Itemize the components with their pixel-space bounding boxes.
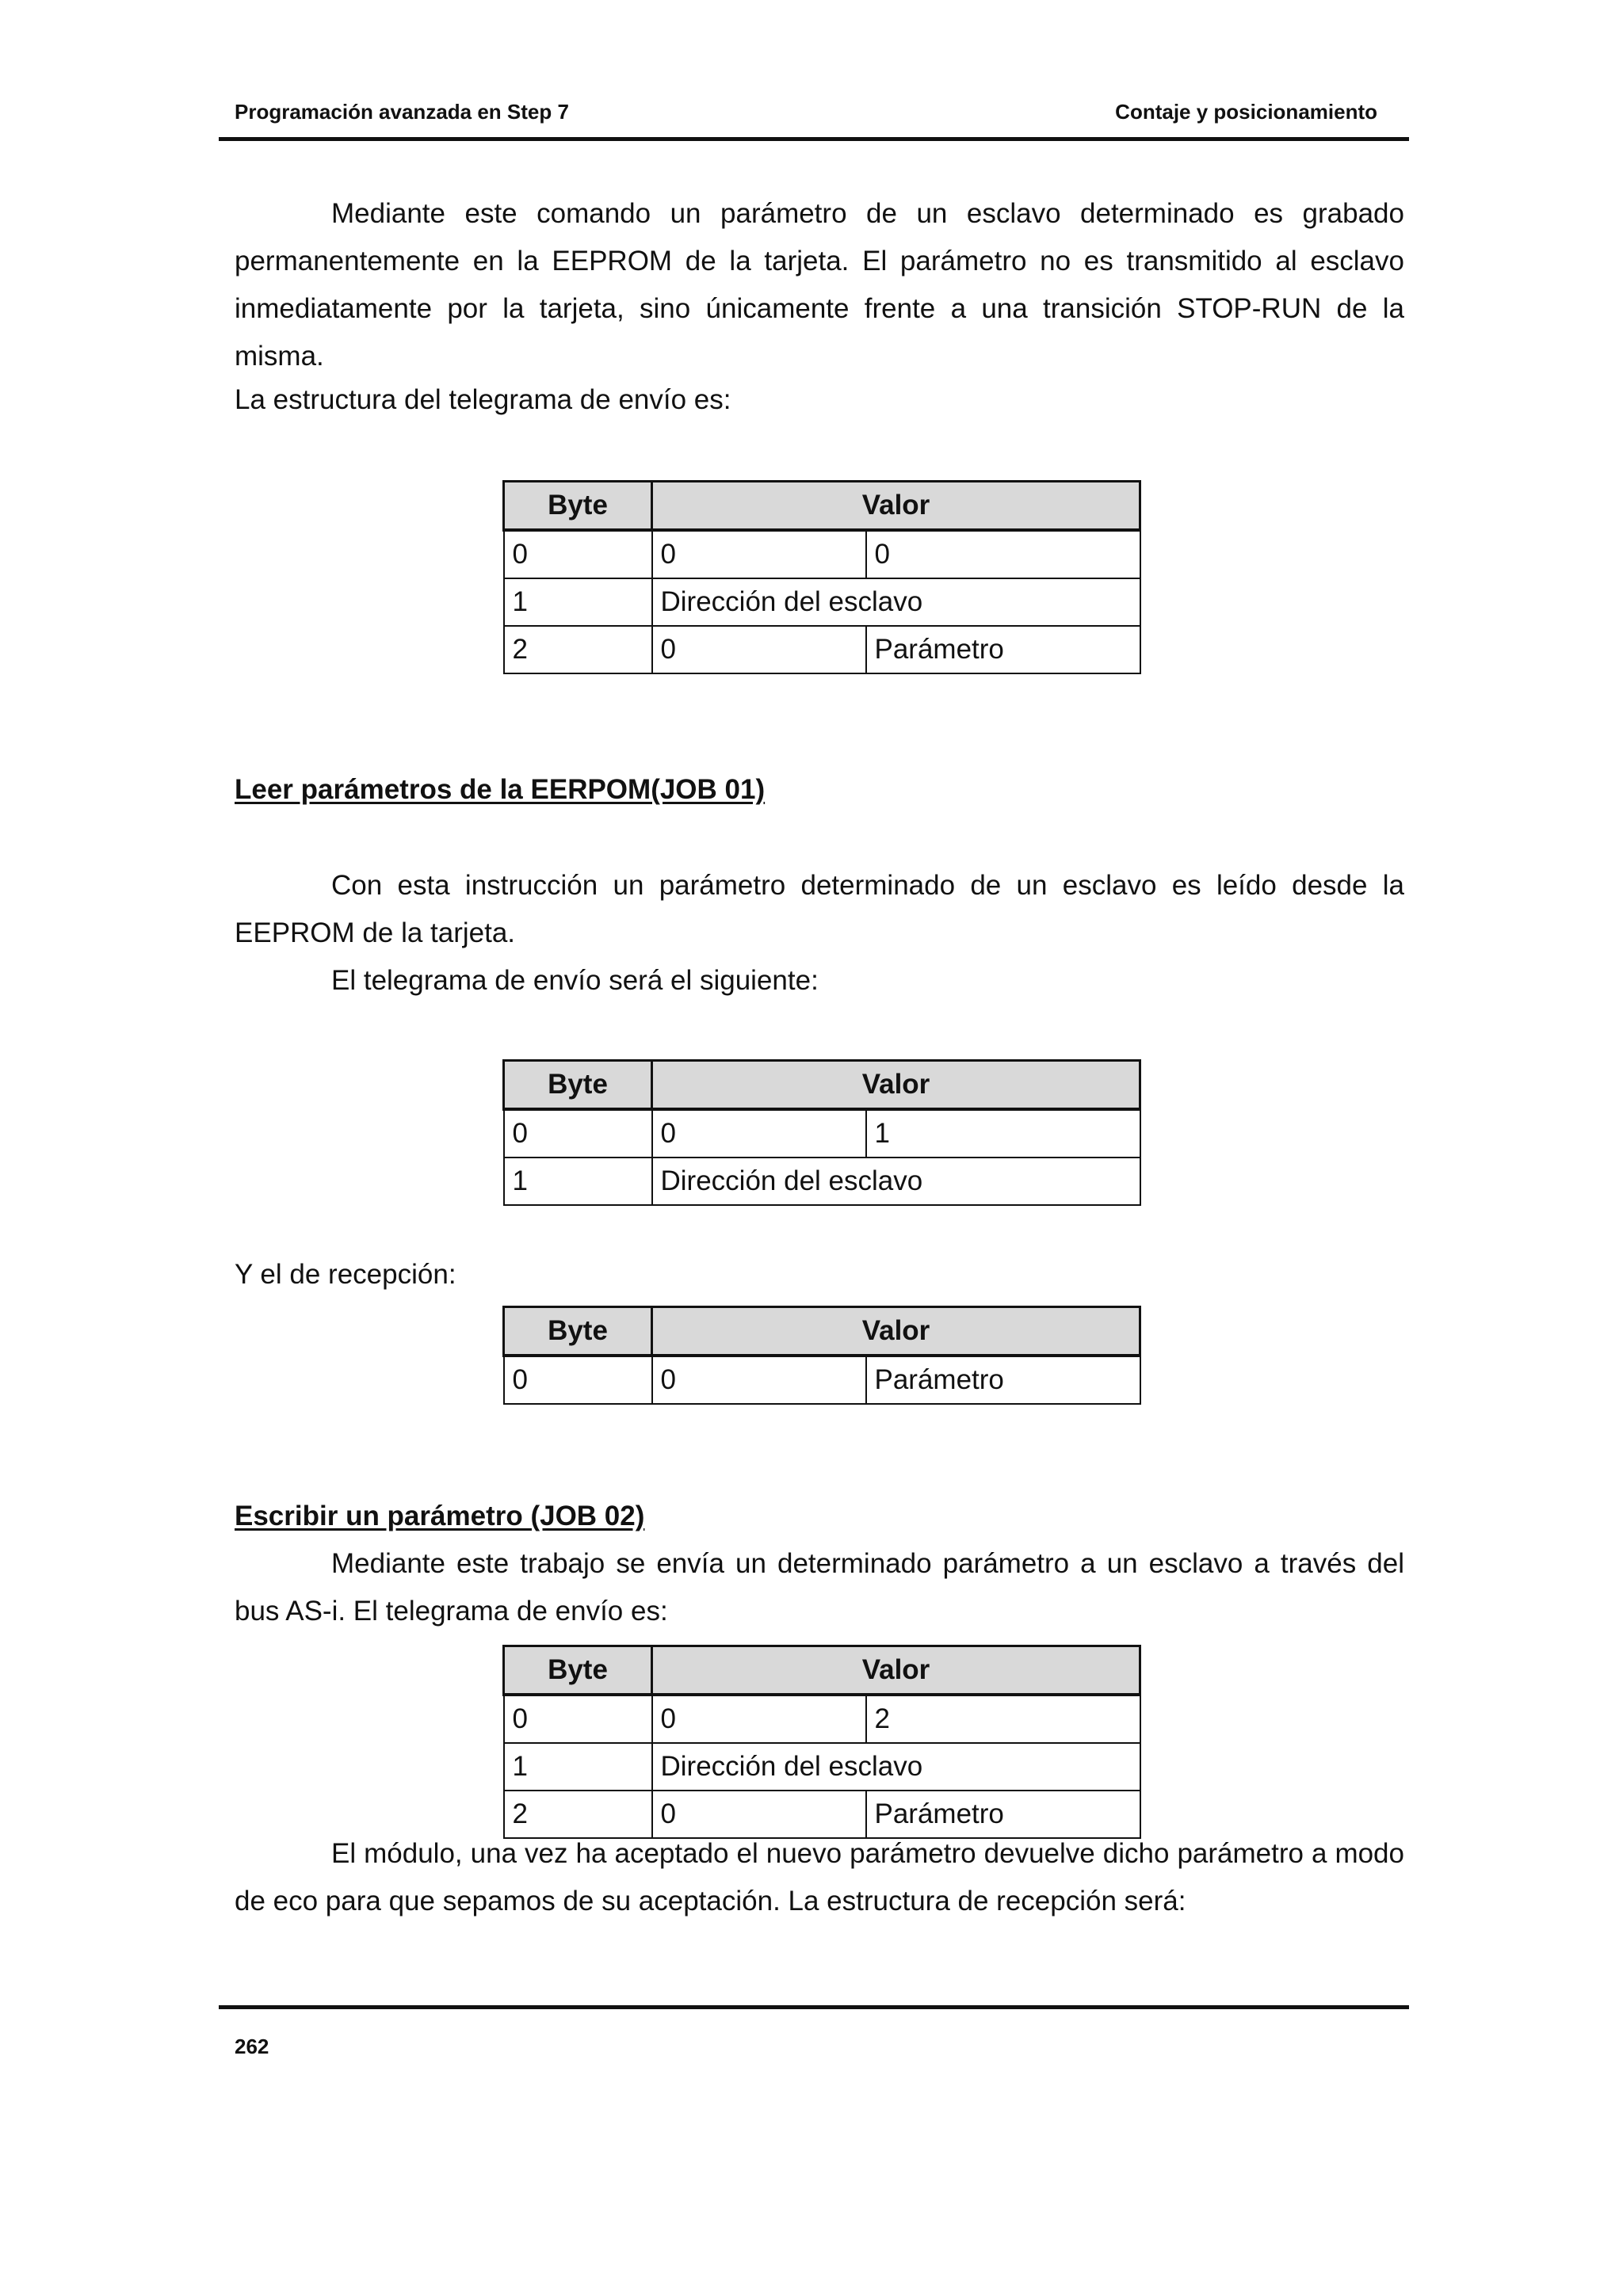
table-cell: Parámetro <box>866 626 1140 673</box>
table-cell: Parámetro <box>866 1791 1140 1838</box>
table-header-row <box>504 1061 1140 1110</box>
column-header-valor: Valor <box>652 1061 1140 1110</box>
table-cell: 0 <box>504 1109 652 1158</box>
table-cell: 0 <box>504 530 652 578</box>
table-cell: 2 <box>504 1791 652 1838</box>
table-header-row <box>504 482 1140 531</box>
table-cell: 0 <box>652 1109 866 1158</box>
table-cell: Parámetro <box>866 1356 1140 1404</box>
footer-rule <box>219 2005 1409 2009</box>
section-heading-job01: Leer parámetros de la EERPOM(JOB 01) <box>235 774 766 805</box>
send-telegram-table-job02 <box>502 1645 1141 1839</box>
table-cell: 1 <box>866 1109 1140 1158</box>
table-row <box>504 1743 1140 1791</box>
page-number: 262 <box>235 2035 269 2058</box>
table-header-row <box>504 1307 1140 1356</box>
section1-paragraph: Con esta instrucción un parámetro determinado de un esclavo es leído desde la EEPROM de la tarjeta. <box>235 870 1404 948</box>
table-cell: 0 <box>652 1356 866 1404</box>
running-header-chapter: Contaje y posicionamiento <box>1115 100 1377 124</box>
table-cell: Dirección del esclavo <box>652 578 1140 626</box>
column-header-valor: Valor <box>652 1646 1140 1695</box>
send-label-job01: El telegrama de envío será el siguiente: <box>331 965 819 996</box>
table-cell: 2 <box>866 1695 1140 1743</box>
table-row <box>504 530 1140 578</box>
column-header-byte: Byte <box>504 1646 652 1695</box>
column-header-byte: Byte <box>504 1307 652 1356</box>
header-rule <box>219 137 1409 141</box>
table-row <box>504 578 1140 626</box>
column-header-byte: Byte <box>504 1061 652 1110</box>
table-cell: 0 <box>504 1695 652 1743</box>
column-header-valor: Valor <box>652 1307 1140 1356</box>
section-heading-job02: Escribir un parámetro (JOB 02) <box>235 1501 645 1531</box>
column-header-byte: Byte <box>504 482 652 531</box>
table-row <box>504 1158 1140 1205</box>
table-row <box>504 1356 1140 1404</box>
receive-telegram-table-job01 <box>502 1306 1141 1405</box>
table-cell: 0 <box>866 530 1140 578</box>
reception-label: Y el de recepción: <box>235 1259 456 1290</box>
table-cell: 0 <box>652 626 866 673</box>
structure-label: La estructura del telegrama de envío es: <box>235 384 731 415</box>
table-cell: 1 <box>504 578 652 626</box>
section2-paragraph: Mediante este trabajo se envía un determinado parámetro a un esclavo a través del bus AS-i. El telegrama de envío es: <box>235 1548 1404 1627</box>
closing-paragraph: El módulo, una vez ha aceptado el nuevo parámetro devuelve dicho parámetro a modo de eco para que sepamos de su aceptación. La estructura de recepción será: <box>235 1838 1404 1917</box>
table-cell: 1 <box>504 1158 652 1205</box>
table-cell: 0 <box>652 1695 866 1743</box>
table-row <box>504 1695 1140 1743</box>
send-telegram-table-job01 <box>502 1059 1141 1206</box>
intro-paragraph: Mediante este comando un parámetro de un esclavo determinado es grabado permanentemente en la EEPROM de la tarjeta. El parámetro no es transmitido al esclavo inmediatamente por la tarjeta, sino únicamente frente a una transición STOP-RUN de la misma. <box>235 198 1404 372</box>
table-cell: 0 <box>652 530 866 578</box>
table-cell: 2 <box>504 626 652 673</box>
send-telegram-table-job00 <box>502 480 1141 674</box>
table-row <box>504 626 1140 673</box>
table-cell: Dirección del esclavo <box>652 1158 1140 1205</box>
column-header-valor: Valor <box>652 482 1140 531</box>
table-header-row <box>504 1646 1140 1695</box>
table-row <box>504 1109 1140 1158</box>
table-cell: Dirección del esclavo <box>652 1743 1140 1791</box>
table-cell: 0 <box>504 1356 652 1404</box>
table-cell: 1 <box>504 1743 652 1791</box>
table-cell: 0 <box>652 1791 866 1838</box>
running-header-title: Programación avanzada en Step 7 <box>235 100 569 124</box>
